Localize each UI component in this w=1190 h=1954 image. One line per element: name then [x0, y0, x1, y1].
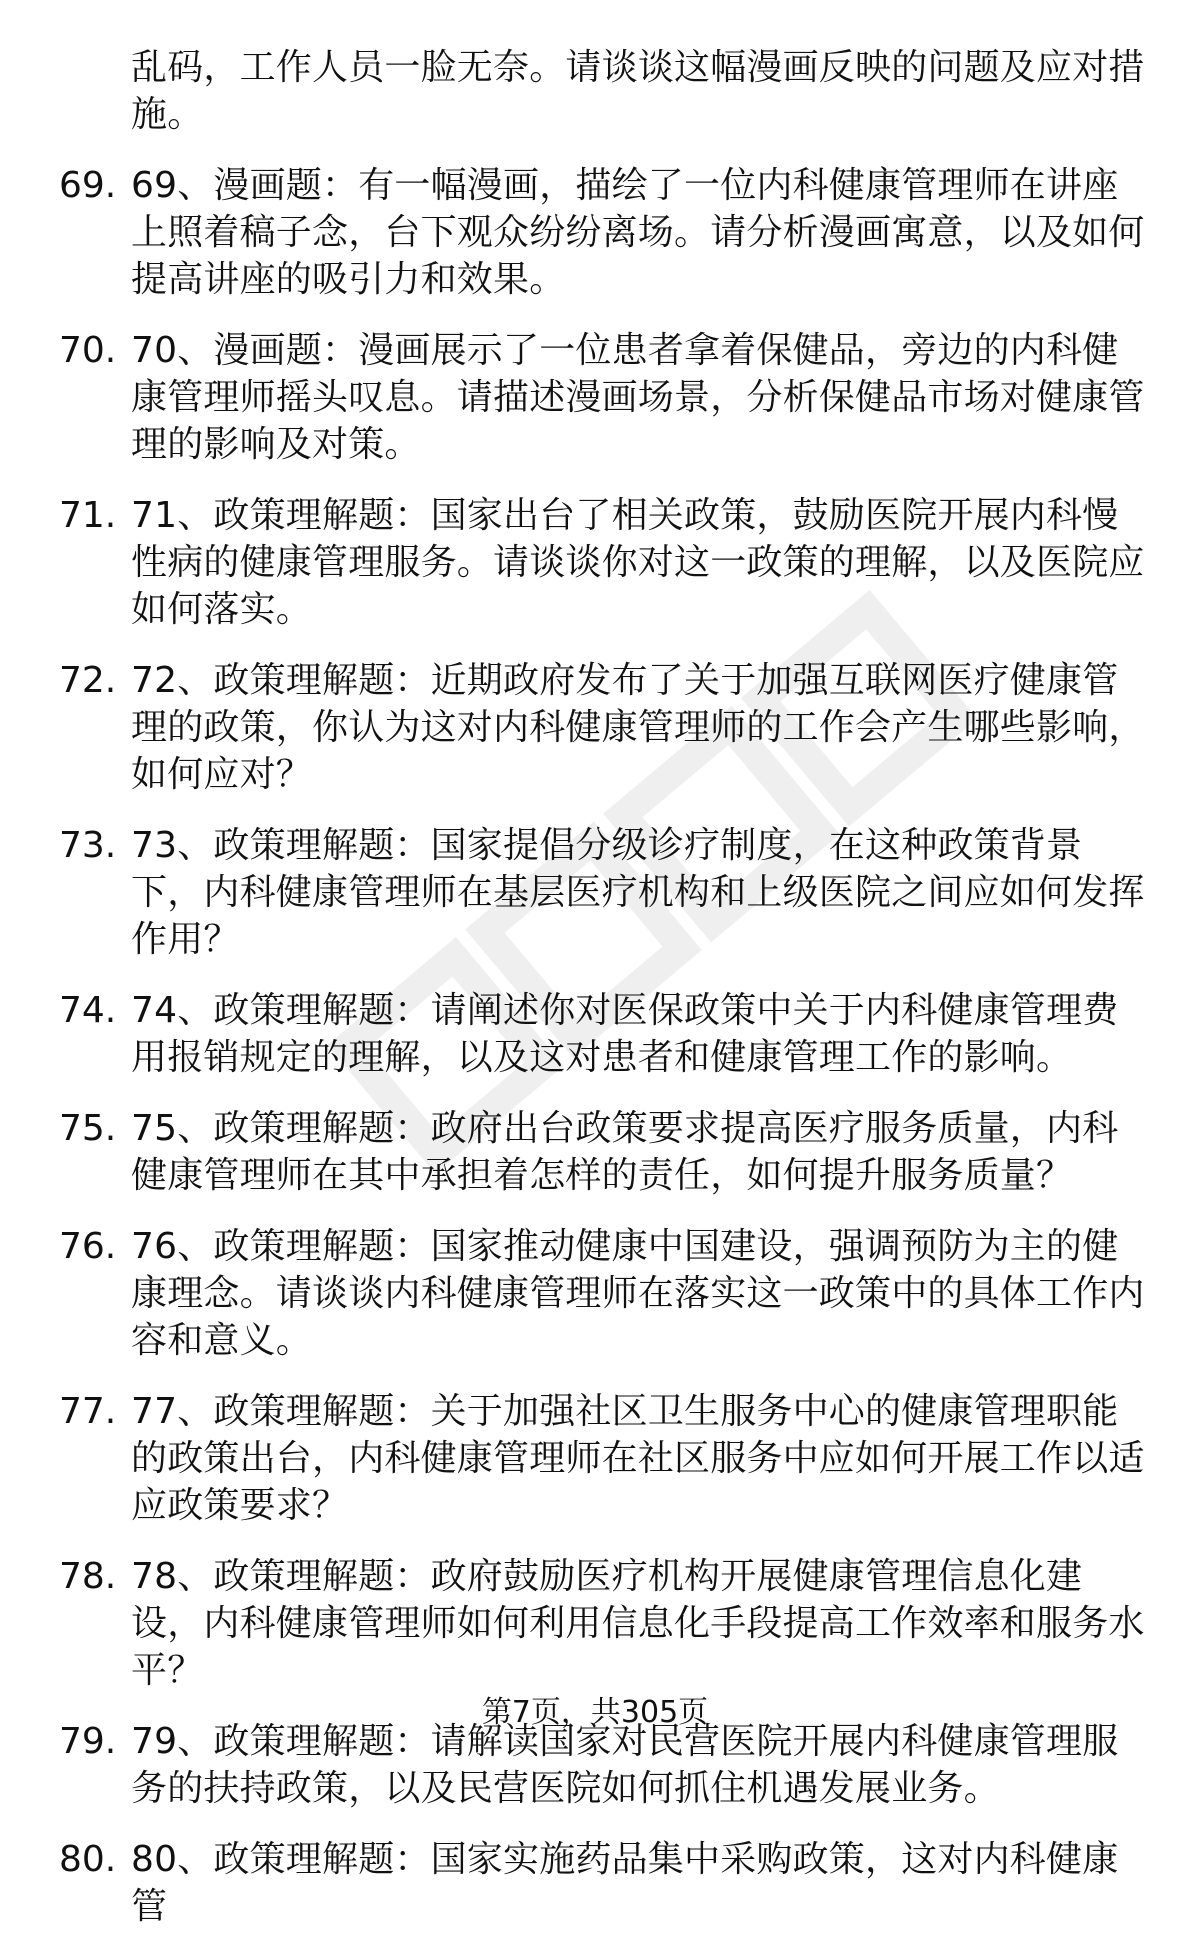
item-text: 69、漫画题：有一幅漫画，描绘了一位内科健康管理师在讲座上照着稿子念，台下观众纷纷离场。请分析漫画寓意，以及如何提高讲座的吸引力和效果。 [131, 165, 1145, 300]
item-number: 79. [59, 1721, 117, 1762]
item-number: 75. [59, 1108, 117, 1149]
item-number: 73. [59, 825, 117, 866]
list-item [59, 657, 1151, 798]
item-text: 75、政策理解题：政府出台政策要求提高医疗服务质量，内科健康管理师在其中承担着怎样的责任，如何提升服务质量？ [131, 1108, 1119, 1196]
item-text: 72、政策理解题：近期政府发布了关于加强互联网医疗健康管理的政策，你认为这对内科健康管理师的工作会产生哪些影响，如何应对？ [131, 660, 1145, 795]
item-number: 69. [59, 165, 117, 206]
list-item [59, 1105, 1151, 1199]
item-number: 76. [59, 1226, 117, 1267]
list-item [59, 1388, 1151, 1529]
item-text: 76、政策理解题：国家推动健康中国建设，强调预防为主的健康理念。请谈谈内科健康管理师在落实这一政策中的具体工作内容和意义。 [131, 1226, 1145, 1361]
list-item [59, 822, 1151, 963]
list-item [59, 1836, 1151, 1930]
item-number: 78. [59, 1556, 117, 1597]
list-item [59, 1718, 1151, 1812]
item-text: 77、政策理解题：关于加强社区卫生服务中心的健康管理职能的政策出台，内科健康管理师在社区服务中应如何开展工作以适应政策要求？ [131, 1391, 1145, 1526]
question-list [59, 44, 1151, 1954]
item-text: 80、政策理解题：国家实施药品集中采购政策，这对内科健康管 [131, 1839, 1119, 1927]
item-number: 74. [59, 990, 117, 1031]
continued-question-text: 乱码，工作人员一脸无奈。请谈谈这幅漫画反映的问题及应对措施。 [131, 47, 1145, 135]
item-text: 70、漫画题：漫画展示了一位患者拿着保健品，旁边的内科健康管理师摇头叹息。请描述漫画场景，分析保健品市场对健康管理的影响及对策。 [131, 330, 1145, 465]
item-text: 78、政策理解题：政府鼓励医疗机构开展健康管理信息化建设，内科健康管理师如何利用信息化手段提高工作效率和服务水平？ [131, 1556, 1145, 1691]
item-number: 70. [59, 330, 117, 371]
list-item [59, 1553, 1151, 1694]
list-item [59, 327, 1151, 468]
list-item [59, 162, 1151, 303]
list-item [59, 1223, 1151, 1364]
item-number: 80. [59, 1839, 117, 1880]
item-number: 72. [59, 660, 117, 701]
list-item [59, 987, 1151, 1081]
page-footer: 第7页，共305页 [481, 1695, 709, 1730]
item-text: 79、政策理解题：请解读国家对民营医院开展内科健康管理服务的扶持政策，以及民营医院如何抓住机遇发展业务。 [131, 1721, 1119, 1809]
item-number: 71. [59, 495, 117, 536]
item-text: 71、政策理解题：国家出台了相关政策，鼓励医院开展内科慢性病的健康管理服务。请谈谈你对这一政策的理解，以及医院应如何落实。 [131, 495, 1145, 630]
item-text: 73、政策理解题：国家提倡分级诊疗制度，在这种政策背景下，内科健康管理师在基层医疗机构和上级医院之间应如何发挥作用？ [131, 825, 1145, 960]
item-number: 77. [59, 1391, 117, 1432]
item-text: 74、政策理解题：请阐述你对医保政策中关于内科健康管理费用报销规定的理解，以及这对患者和健康管理工作的影响。 [131, 990, 1119, 1078]
list-item [59, 492, 1151, 633]
